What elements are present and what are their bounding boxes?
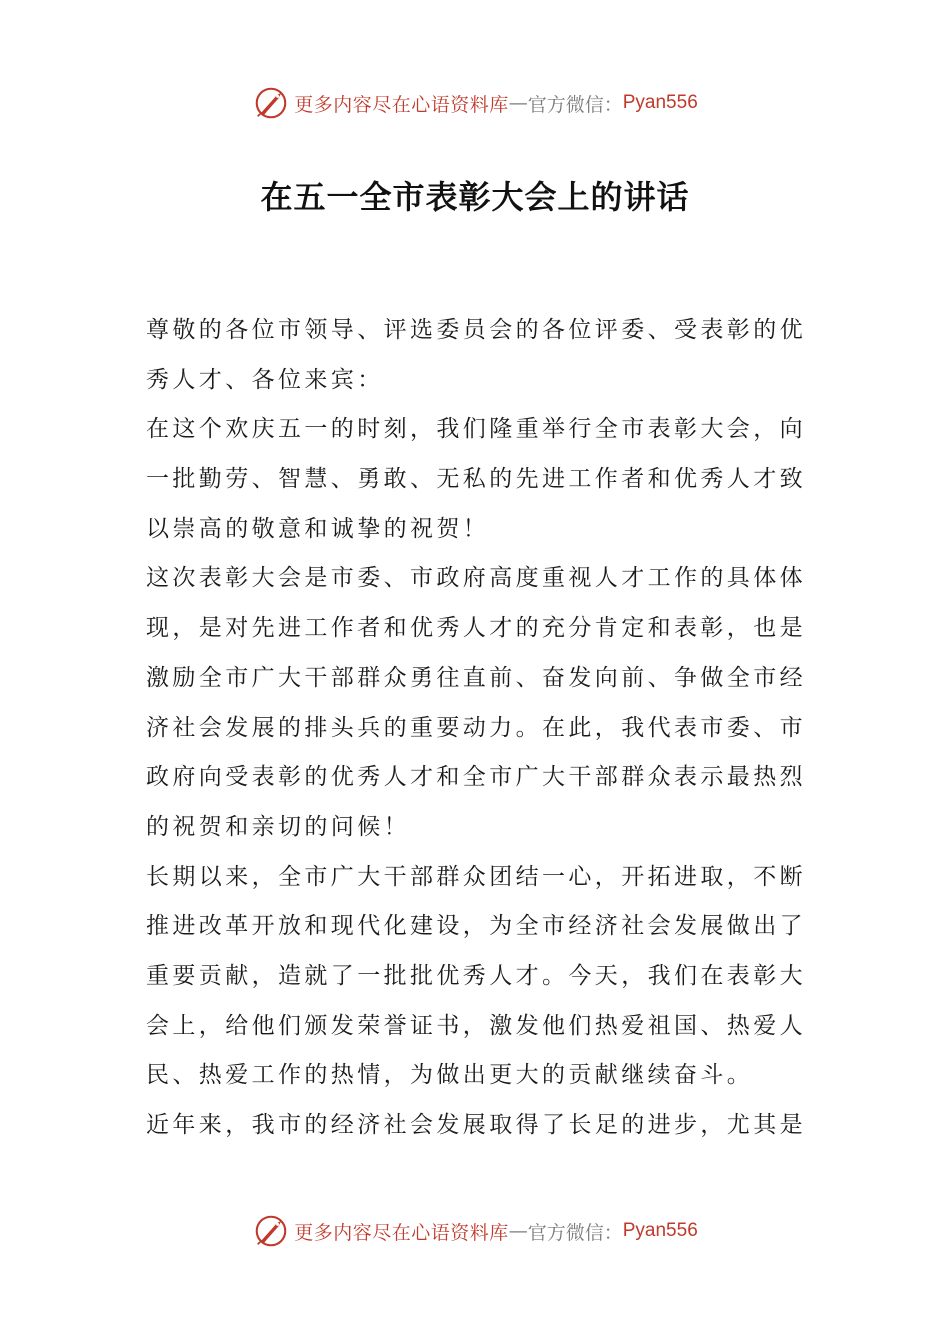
footer-watermark	[0, 1211, 950, 1251]
watermark-dash: —	[508, 1220, 528, 1242]
body-line: 济社会发展的排头兵的重要动力。在此，我代表市委、市	[146, 714, 806, 741]
body-line: 政府向受表彰的优秀人才和全市广大干部群众表示最热烈	[146, 764, 806, 791]
body-line: 长期以来，全市广大干部群众团结一心，开拓进取，不断	[146, 863, 806, 890]
watermark-dash: —	[508, 92, 528, 114]
body-line: 的祝贺和亲切的问候！	[146, 813, 410, 840]
header-watermark	[0, 83, 950, 123]
body-line: 推进改革开放和现代化建设，为全市经济社会发展做出了	[146, 913, 806, 940]
body-line: 一批勤劳、智慧、勇敢、无私的先进工作者和优秀人才致	[146, 466, 806, 493]
watermark-wechat-id: Pyan556	[622, 1220, 698, 1241]
pen-nib-logo-icon	[252, 1212, 290, 1250]
body-line: 尊敬的各位市领导、评选委员会的各位评委、受表彰的优	[146, 317, 806, 343]
document-body	[146, 306, 806, 1151]
body-line: 秀人才、各位来宾：	[146, 366, 384, 393]
body-line: 以崇高的敬意和诚挚的祝贺！	[146, 515, 490, 542]
document-title: 在五一全市表彰大会上的讲话	[260, 178, 690, 216]
watermark-brand: 更多内容尽在心语资料库	[294, 93, 509, 116]
pen-nib-logo-icon	[252, 84, 290, 122]
body-line: 重要贡献，造就了一批批优秀人才。今天，我们在表彰大	[146, 962, 806, 989]
body-line: 在这个欢庆五一的时刻，我们隆重举行全市表彰大会，向	[146, 416, 806, 443]
body-line: 会上，给他们颁发荣誉证书，激发他们热爱祖国、热爱人	[146, 1012, 806, 1039]
body-line: 激励全市广大干部群众勇往直前、奋发向前、争做全市经	[146, 664, 806, 691]
body-line: 现，是对先进工作者和优秀人才的充分肯定和表彰，也是	[146, 615, 806, 642]
watermark-wechat-id: Pyan556	[622, 92, 698, 113]
watermark-brand: 更多内容尽在心语资料库	[294, 1221, 509, 1244]
body-line: 这次表彰大会是市委、市政府高度重视人才工作的具体体	[146, 565, 806, 592]
watermark-label: 官方微信：	[527, 1221, 623, 1244]
body-line: 民、热爱工作的热情，为做出更大的贡献继续奋斗。	[146, 1062, 754, 1089]
watermark-label: 官方微信：	[527, 93, 623, 116]
body-line: 近年来，我市的经济社会发展取得了长足的进步，尤其是	[146, 1112, 806, 1138]
